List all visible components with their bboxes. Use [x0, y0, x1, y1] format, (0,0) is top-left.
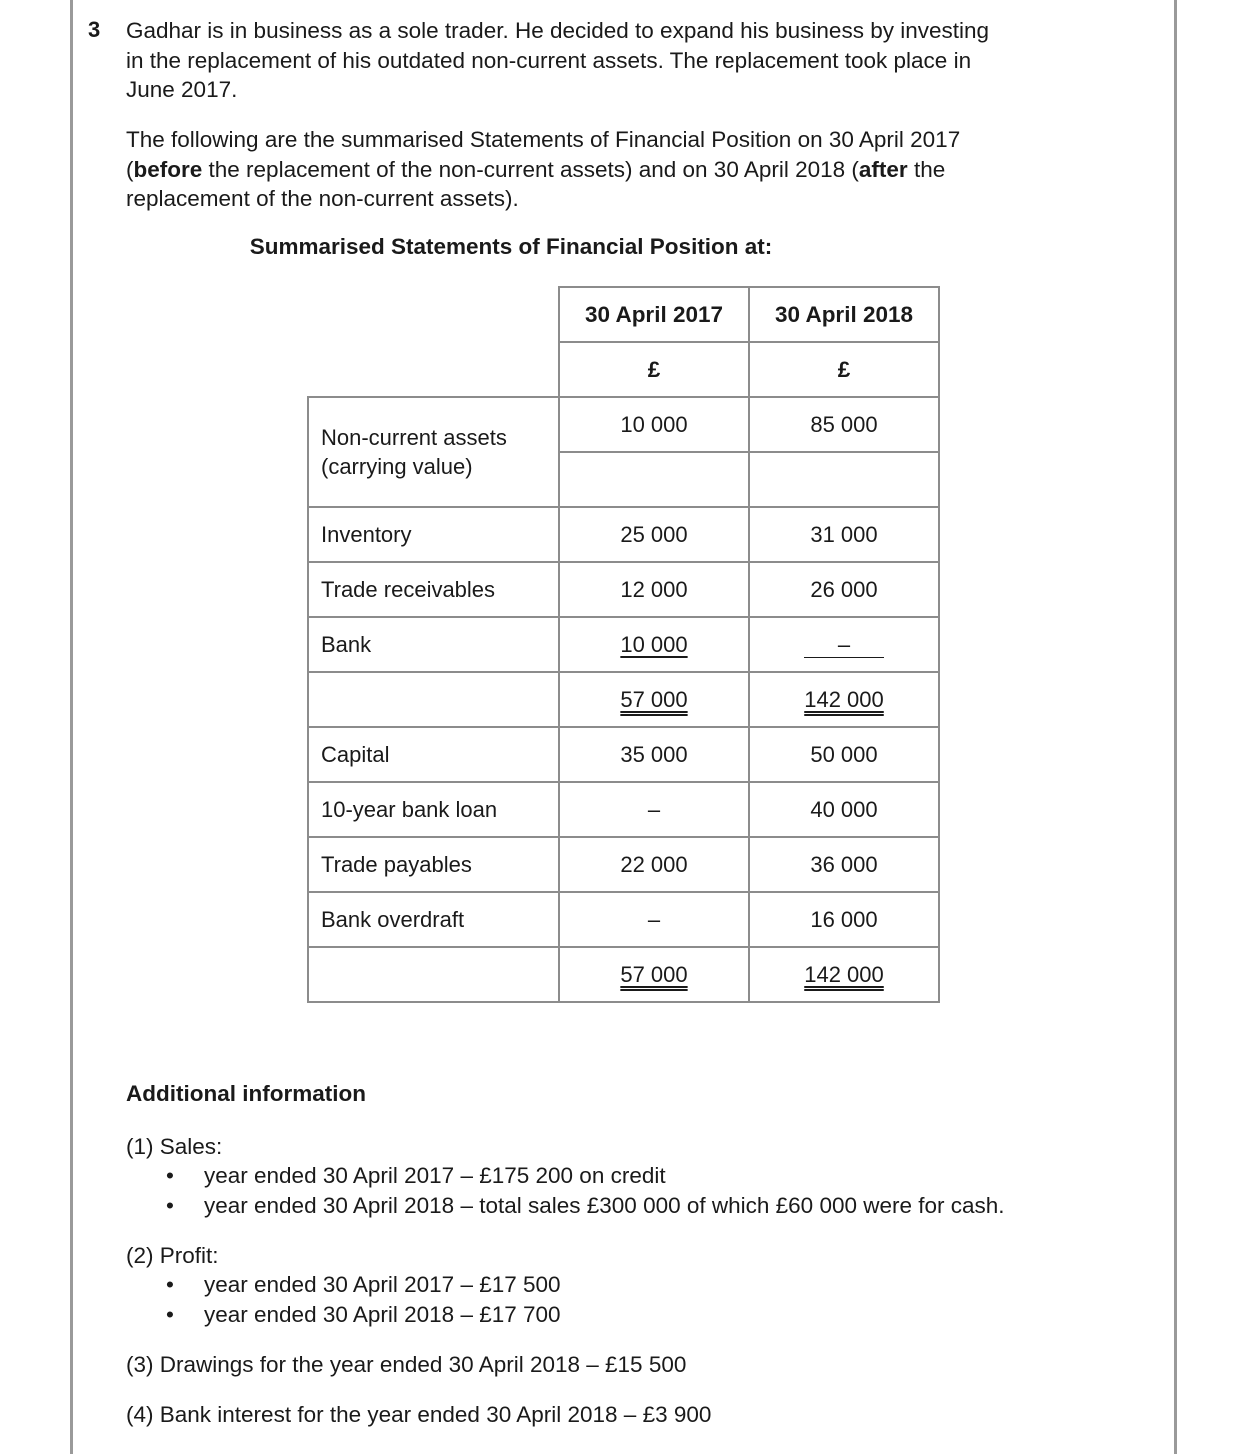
currency-2017: £ [559, 342, 749, 397]
total-assets-2018: 142 000 [804, 686, 884, 712]
table-row-receivables [308, 562, 939, 617]
context-end: the [907, 156, 946, 182]
row-label-inventory: Inventory [308, 507, 559, 562]
table-row-inventory [308, 507, 939, 562]
table-row-loan [308, 782, 939, 837]
context-mid: the replacement of the non-current assets) and on 30 April 2018 ( [202, 156, 859, 182]
table-row-capital [308, 727, 939, 782]
col-header-2017: 30 April 2017 [559, 287, 749, 342]
info-item-2-bullet-2 [166, 1300, 561, 1330]
nca-spacer-2017 [559, 452, 749, 507]
row-label-overdraft: Bank overdraft [308, 892, 559, 947]
nca-spacer-2018 [749, 452, 939, 507]
page-border-right [1174, 0, 1177, 1454]
page-border-left [70, 0, 73, 1454]
row-label-loan: 10-year bank loan [308, 782, 559, 837]
table-row-payables [308, 837, 939, 892]
payables-2018: 36 000 [749, 837, 939, 892]
receivables-2017: 12 000 [559, 562, 749, 617]
intro-line-1: Gadhar is in business as a sole trader. He decided to expand his business by investing [126, 18, 990, 43]
row-label-total-liabilities [308, 947, 559, 1002]
bullet-icon: • [166, 1193, 174, 1218]
bank-2017: 10 000 [620, 631, 688, 657]
info-item-2-bullet-2-text: year ended 30 April 2018 – £17 700 [204, 1302, 561, 1327]
context-before-bold: before [133, 156, 203, 182]
table-row-nca [308, 397, 939, 452]
total-liabilities-2018: 142 000 [804, 961, 884, 987]
table-title: Summarised Statements of Financial Position at: [249, 234, 773, 259]
info-item-2: (2) Profit: [126, 1243, 219, 1268]
context-paragraph [126, 125, 1086, 214]
row-label-nca [308, 397, 559, 507]
bank-2018: – [804, 633, 884, 658]
currency-row [308, 342, 939, 397]
capital-2017: 35 000 [559, 727, 749, 782]
header-blank-cell [308, 287, 559, 342]
info-item-1-bullet-2-text: year ended 30 April 2018 – total sales £300 000 of which £60 000 were for cash. [204, 1193, 1005, 1218]
intro-paragraph [126, 16, 1086, 105]
total-assets-2017-cell [559, 672, 749, 727]
payables-2017: 22 000 [559, 837, 749, 892]
loan-2017: – [559, 782, 749, 837]
question-number: 3 [88, 17, 101, 42]
info-item-1-bullet-1-text: year ended 30 April 2017 – £175 200 on credit [204, 1163, 666, 1188]
context-open-paren: ( [126, 156, 134, 182]
total-assets-2017: 57 000 [620, 686, 688, 712]
nca-label-line-2: (carrying value) [321, 454, 473, 479]
info-item-1-bullet-2 [166, 1191, 1005, 1221]
intro-line-2: in the replacement of his outdated non-current assets. The replacement took place in [126, 47, 972, 73]
nca-2018: 85 000 [749, 397, 939, 452]
row-label-total-assets [308, 672, 559, 727]
context-after-bold: after [858, 156, 908, 182]
inventory-2017: 25 000 [559, 507, 749, 562]
inventory-2018: 31 000 [749, 507, 939, 562]
info-item-1-bullet-1 [166, 1161, 666, 1191]
row-label-bank: Bank [308, 617, 559, 672]
table-row-bank [308, 617, 939, 672]
capital-2018: 50 000 [749, 727, 939, 782]
additional-info-heading: Additional information [126, 1081, 366, 1106]
nca-label-line-1: Non-current assets [321, 425, 507, 450]
receivables-2018: 26 000 [749, 562, 939, 617]
financial-position-table [307, 286, 940, 1003]
bullet-icon: • [166, 1163, 174, 1188]
bullet-icon: • [166, 1272, 174, 1297]
table-header-row [308, 287, 939, 342]
total-liabilities-2018-cell [749, 947, 939, 1002]
total-liabilities-2017-cell [559, 947, 749, 1002]
total-assets-2018-cell [749, 672, 939, 727]
total-liabilities-2017: 57 000 [620, 961, 688, 987]
bank-2018-cell [749, 617, 939, 672]
info-item-2-bullet-1 [166, 1270, 561, 1300]
nca-2017: 10 000 [559, 397, 749, 452]
col-header-2018: 30 April 2018 [749, 287, 939, 342]
row-label-payables: Trade payables [308, 837, 559, 892]
table-row-total-liabilities [308, 947, 939, 1002]
loan-2018: 40 000 [749, 782, 939, 837]
info-item-3: (3) Drawings for the year ended 30 April 2018 – £15 500 [126, 1352, 687, 1377]
info-item-4: (4) Bank interest for the year ended 30 April 2018 – £3 900 [126, 1402, 712, 1427]
info-item-2-bullet-1-text: year ended 30 April 2017 – £17 500 [204, 1272, 561, 1297]
bank-2017-cell [559, 617, 749, 672]
overdraft-2017: – [559, 892, 749, 947]
intro-line-3: June 2017. [126, 77, 238, 102]
table-row-total-assets [308, 672, 939, 727]
table-row-overdraft [308, 892, 939, 947]
context-line-1: The following are the summarised Statements of Financial Position on 30 April 2017 [126, 127, 961, 152]
context-line-3: replacement of the non-current assets). [126, 186, 519, 211]
currency-blank-cell [308, 342, 559, 397]
bullet-icon: • [166, 1302, 174, 1327]
currency-2018: £ [749, 342, 939, 397]
row-label-receivables: Trade receivables [308, 562, 559, 617]
info-item-1: (1) Sales: [126, 1134, 223, 1159]
row-label-capital: Capital [308, 727, 559, 782]
overdraft-2018: 16 000 [749, 892, 939, 947]
